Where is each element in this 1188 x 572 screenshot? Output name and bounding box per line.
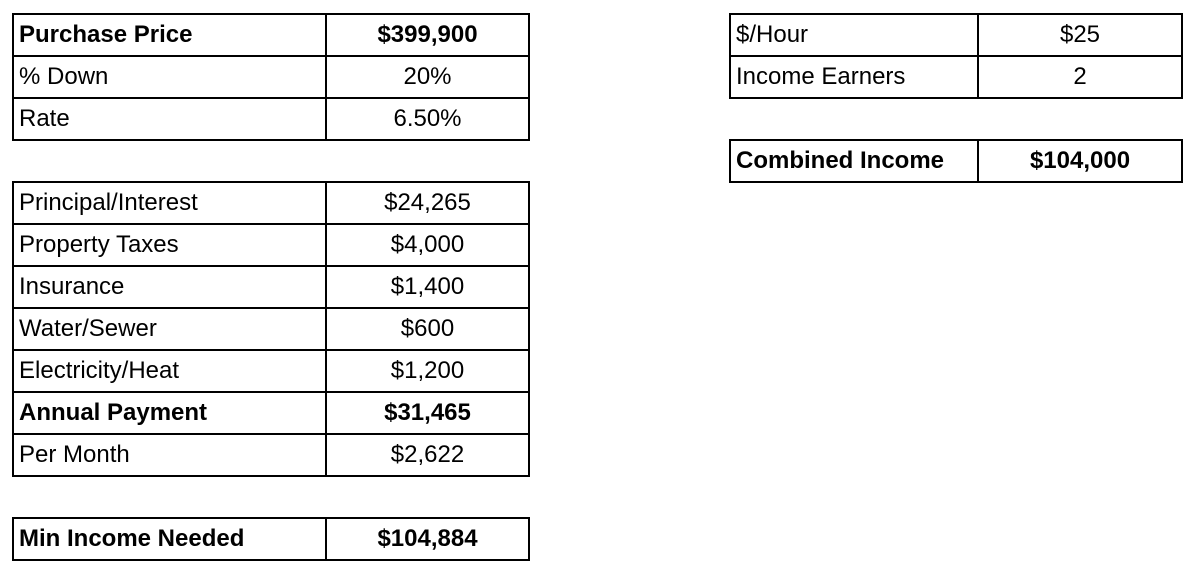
insurance-label[interactable]: Insurance — [13, 266, 326, 308]
rate-label[interactable]: Rate — [13, 98, 326, 140]
wage-inputs-table — [729, 13, 1183, 99]
per-month-value[interactable]: $2,622 — [326, 434, 529, 476]
property-taxes-row — [13, 224, 529, 266]
percent-down-value[interactable]: 20% — [326, 56, 529, 98]
electricity-heat-value[interactable]: $1,200 — [326, 350, 529, 392]
combined-income-value[interactable]: $104,000 — [978, 140, 1182, 182]
min-income-label[interactable]: Min Income Needed — [13, 518, 326, 560]
annual-payment-label[interactable]: Annual Payment — [13, 392, 326, 434]
annual-payment-value[interactable]: $31,465 — [326, 392, 529, 434]
min-income-value[interactable]: $104,884 — [326, 518, 529, 560]
per-month-label[interactable]: Per Month — [13, 434, 326, 476]
percent-down-label[interactable]: % Down — [13, 56, 326, 98]
percent-down-row — [13, 56, 529, 98]
water-sewer-value[interactable]: $600 — [326, 308, 529, 350]
hourly-rate-row — [730, 14, 1182, 56]
property-taxes-label[interactable]: Property Taxes — [13, 224, 326, 266]
water-sewer-label[interactable]: Water/Sewer — [13, 308, 326, 350]
purchase-price-label[interactable]: Purchase Price — [13, 14, 326, 56]
income-earners-value[interactable]: 2 — [978, 56, 1182, 98]
principal-interest-row — [13, 182, 529, 224]
electricity-heat-row — [13, 350, 529, 392]
income-earners-row — [730, 56, 1182, 98]
insurance-row — [13, 266, 529, 308]
principal-interest-label[interactable]: Principal/Interest — [13, 182, 326, 224]
hourly-rate-value[interactable]: $25 — [978, 14, 1182, 56]
property-taxes-value[interactable]: $4,000 — [326, 224, 529, 266]
principal-interest-value[interactable]: $24,265 — [326, 182, 529, 224]
purchase-price-value[interactable]: $399,900 — [326, 14, 529, 56]
combined-income-row — [730, 140, 1182, 182]
hourly-rate-label[interactable]: $/Hour — [730, 14, 978, 56]
min-income-row — [13, 518, 529, 560]
combined-income-table — [729, 139, 1183, 183]
insurance-value[interactable]: $1,400 — [326, 266, 529, 308]
water-sewer-row — [13, 308, 529, 350]
combined-income-label[interactable]: Combined Income — [730, 140, 978, 182]
purchase-price-row — [13, 14, 529, 56]
min-income-table — [12, 517, 530, 561]
rate-row — [13, 98, 529, 140]
expenses-table — [12, 181, 530, 477]
annual-payment-row — [13, 392, 529, 434]
electricity-heat-label[interactable]: Electricity/Heat — [13, 350, 326, 392]
per-month-row — [13, 434, 529, 476]
income-earners-label[interactable]: Income Earners — [730, 56, 978, 98]
rate-value[interactable]: 6.50% — [326, 98, 529, 140]
purchase-inputs-table — [12, 13, 530, 141]
